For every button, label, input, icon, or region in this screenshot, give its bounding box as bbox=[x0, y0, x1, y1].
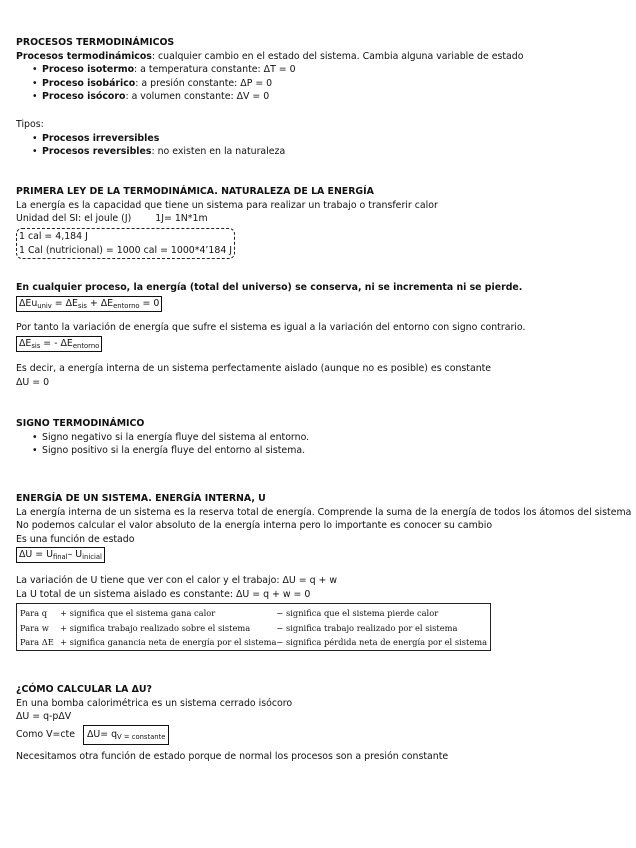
list-item: • Proceso isobárico: a presión constante: ΔP = 0 bbox=[32, 77, 630, 91]
sign-list bbox=[16, 431, 630, 458]
paragraph: La variación de U tiene que ver con el calor y el trabajo: ΔU = q + w bbox=[16, 575, 338, 586]
calorie-box bbox=[16, 228, 630, 259]
tipos-label: Tipos: bbox=[16, 119, 44, 130]
section-title: ¿CÓMO CALCULAR LA ΔU? bbox=[16, 684, 152, 695]
equation-universe bbox=[16, 296, 630, 312]
definition: Procesos termodinámicos: cualquier cambio en el estado del sistema. Cambia alguna variable de estado bbox=[16, 50, 524, 62]
paragraph: La energía es la capacidad que tiene un sistema para realizar un trabajo o transferir calor bbox=[16, 199, 438, 211]
paragraph: Necesitamos otra función de estado porque de normal los procesos son a presión constante bbox=[16, 751, 449, 762]
paragraph: En una bomba calorimétrica es un sistema cerrado isócoro bbox=[16, 697, 293, 709]
equation: ΔU = 0 bbox=[16, 376, 50, 388]
internal-energy-text bbox=[16, 362, 630, 389]
paragraph: Es una función de estado bbox=[16, 533, 135, 545]
variation-text bbox=[16, 321, 630, 335]
law-statement: En cualquier proceso, la energía (total del universo) se conserva, ni se incrementa ni se pierde. bbox=[16, 282, 523, 293]
equation-box: $\Delta E_{sis}$ = - $\Delta E_{entorno}$ bbox=[16, 336, 102, 352]
section-procesos bbox=[16, 36, 630, 104]
table-row: Para ΔE + significa ganancia neta de energía por el sistema − significa pérdida neta de energía por el sistema bbox=[20, 637, 488, 648]
section-primera-ley bbox=[16, 185, 630, 226]
si-unit: Unidad del SI: el joule (J) 1J= 1N*1m bbox=[16, 213, 208, 225]
tipos-list bbox=[16, 132, 630, 159]
equation-box: $\Delta U= q_{V = constante}$ bbox=[83, 725, 169, 745]
list-item: • Proceso isotermo: a temperatura constante: ΔT = 0 bbox=[32, 63, 630, 77]
equation-system bbox=[16, 336, 630, 352]
section-title: PRIMERA LEY DE LA TERMODINÁMICA. NATURALEZA DE LA ENERGÍA bbox=[16, 186, 374, 197]
process-list bbox=[16, 63, 630, 104]
equation-box: $\Delta U = U_{final}-$ $U_{inicial}$ bbox=[16, 547, 105, 563]
table-row: Para q + significa que el sistema gana calor − significa que el sistema pierde calor bbox=[20, 608, 439, 618]
list-item: • Procesos irreversibles bbox=[32, 132, 630, 146]
paragraph: La U total de un sistema aislado es constante: ΔU = q + w = 0 bbox=[16, 588, 311, 600]
equation: ΔU = q-pΔV bbox=[16, 711, 72, 723]
list-item: • Signo negativo si la energía fluye del sistema al entorno. bbox=[32, 431, 630, 445]
section-title: ENERGÍA DE UN SISTEMA. ENERGÍA INTERNA, U bbox=[16, 493, 266, 504]
cal-line: 1 Cal (nutricional) = 1000 cal = 1000*4’184 J bbox=[19, 244, 233, 256]
paragraph: No podemos calcular el valor absoluto de la energía interna pero lo importante es conocer su cambio bbox=[16, 520, 493, 532]
section-signo bbox=[16, 417, 630, 458]
section-title: PROCESOS TERMODINÁMICOS bbox=[16, 37, 175, 48]
cal-line: 1 cal = 4,184 J bbox=[19, 231, 88, 242]
section-tipos bbox=[16, 118, 630, 159]
constant-volume: Como V=cte $\Delta U= q_{V = constante}$ bbox=[16, 725, 630, 745]
heat-work-text bbox=[16, 574, 630, 601]
list-item: • Procesos reversibles: no existen en la naturaleza bbox=[32, 145, 630, 159]
equation-box: $\Delta Eu_{univ} = \Delta E_{sis} + \Delta E_{entorno} = 0$ bbox=[16, 296, 162, 312]
sign-table bbox=[16, 603, 630, 655]
paragraph: Es decir, a energía interna de un sistema perfectamente aislado (aunque no es posible) es constante bbox=[16, 363, 492, 374]
paragraph: Por tanto la variación de energía que sufre el sistema es igual a la variación del entorno con signo contrario. bbox=[16, 322, 526, 333]
conservation-law bbox=[16, 281, 630, 295]
equation-du bbox=[16, 547, 630, 563]
paragraph: La energía interna de un sistema es la reserva total de energía. Comprende la suma de la energía de todos los átomos del sistema bbox=[16, 506, 632, 518]
section-title: SIGNO TERMODINÁMICO bbox=[16, 418, 145, 429]
list-item: • Proceso isócoro: a volumen constante: ΔV = 0 bbox=[32, 90, 630, 104]
closing-text bbox=[16, 750, 630, 764]
list-item: • Signo positivo si la energía fluye del entorno al sistema. bbox=[32, 444, 630, 458]
section-energia-interna bbox=[16, 492, 630, 546]
section-calcular bbox=[16, 683, 630, 745]
table-row: Para w + significa trabajo realizado sobre el sistema − significa trabajo realizado por el sistema bbox=[20, 622, 458, 633]
